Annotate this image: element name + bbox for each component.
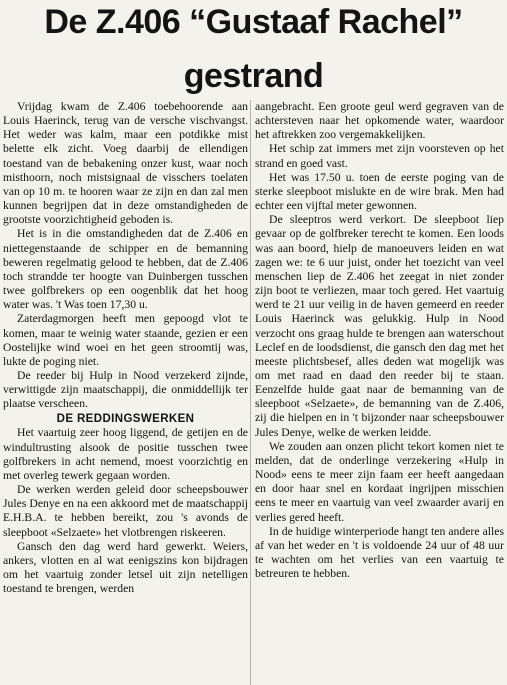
paragraph: De reeder bij Hulp in Nood verzekerd zijnde, verwittigde zijn maatschappij, die onmiddellijk ter plaatse verscheen. bbox=[3, 368, 248, 411]
paragraph: Het is in die omstandigheden dat de Z.406 en niettegenstaande de schipper en de bemanning beweren regelmatig gelood te hebben, dat de Z.406 toch strandde ter hoogte van Duinbergen tusschen twee golfbrekers op een oogenblik dat het hoog water was. 't Was toen 17,30 u. bbox=[3, 227, 248, 312]
headline-line-2: gestrand bbox=[183, 57, 324, 95]
article-column-right bbox=[255, 100, 504, 685]
paragraph: Het schip zat immers met zijn voorsteven op het strand en goed vast. bbox=[255, 142, 504, 170]
paragraph: De werken werden geleid door scheepsbouwer Jules Denye en na een akkoord met de maatschappij E.H.B.A. te hebben bereikt, zou 's avonds de sleepboot «Selzaete» het vlotbrengen riskeeren. bbox=[3, 483, 248, 539]
paragraph: Gansch den dag werd hard gewerkt. Weiers, ankers, vlotten en al wat eenigszins kon bijdragen om het vaartuig zonder letsel uit zijn netelligen toestand te brengen, werden bbox=[3, 539, 248, 596]
column-divider bbox=[250, 100, 251, 685]
article-column-left bbox=[3, 100, 248, 685]
paragraph: Vrijdag kwam de Z.406 toebehoorende aan Louis Haerinck, terug van de versche vischvangst. Het weder was kalm, maar een potdikke mist belette elk zicht. Voeg daarbij de ellendigen toestand van de bebakening onzer kust, waar noch misthoorn, noch mistsignaal de visschers toelaten van op 10 m. te hooren waar ze zijn en dan zal men kunnen begrijpen dat in deze omstandigheden de grootste voorzichtigheid geboden is. bbox=[3, 100, 248, 227]
paragraph: Het vaartuig zeer hoog liggend, de getijen en de windultrusting alsook de positie tusschen twee golfbrekers in acht nemend, moest voorzichtig en met overleg tewerk gegaan worden. bbox=[3, 426, 248, 482]
section-subheading: DE REDDINGSWERKEN bbox=[56, 413, 195, 426]
paragraph: De sleeptros werd verkort. De sleepboot liep gevaar op de golfbreker terecht te komen. Een loods was aan boord, hielp de manoeuvers leiden en wat zagen we: te 6 uur juist, onder het toezicht van veel menschen liep de Z.406 het zeegat in niet zonder zijn boot te verliezen, maar toch gered. Het vaartuig werd te 21 uur veilig in de haven gemeerd en reeder Louis Haerinck was gelukkig. Hulp in Nood verzocht ons graag hulde te brengen aan waterschout Leclef en de loodsdienst, die gansch den dag met het meeste plichtsbesef, alles deden wat mogelijk was om met raad en daad den reeder bij te staan. Eenzelfde hulde gaat naar de bemanning van de sleepboot «Selzaete», de bemanning van de Z.406, zij die hielpen en in 't bijzonder naar scheepsbouwer Jules Denye, welke de werken leidde. bbox=[255, 213, 504, 439]
headline-line-1: De Z.406 “Gustaaf Rachel” bbox=[44, 3, 463, 41]
paragraph: aangebracht. Een groote geul werd gegraven van de achtersteven naar het opkomende water, waardoor het aftrekken zoo vergemakkelijken. bbox=[255, 100, 504, 142]
paragraph: We zouden aan onzen plicht tekort komen niet te melden, dat de onderlinge verzekering «Hulp in Nood» eens te meer zijn faam eer heeft aangedaan en door haar snel en kordaat ingrijpen misschien eens te meer en vaartuig van veel zwaarder avarij en verlies gered heeft. bbox=[255, 439, 504, 524]
paragraph: In de huidige winterperiode hangt ten andere alles af van het weder en 't is voldoende 24 uur of 48 uur te wachten om het verlies van een vaartuig te betreuren te hebben. bbox=[255, 524, 504, 581]
paragraph: Zaterdagmorgen heeft men gepoogd vlot te komen, maar te weinig water staande, gezien er een Oostelijke wind woei en het geen stroomtij was, lukte de poging niet. bbox=[3, 312, 248, 368]
paragraph: Het was 17.50 u. toen de eerste poging van de sterke sleepboot mislukte en de wire brak. Men had echter een vijftal meter gewonnen. bbox=[255, 170, 504, 213]
